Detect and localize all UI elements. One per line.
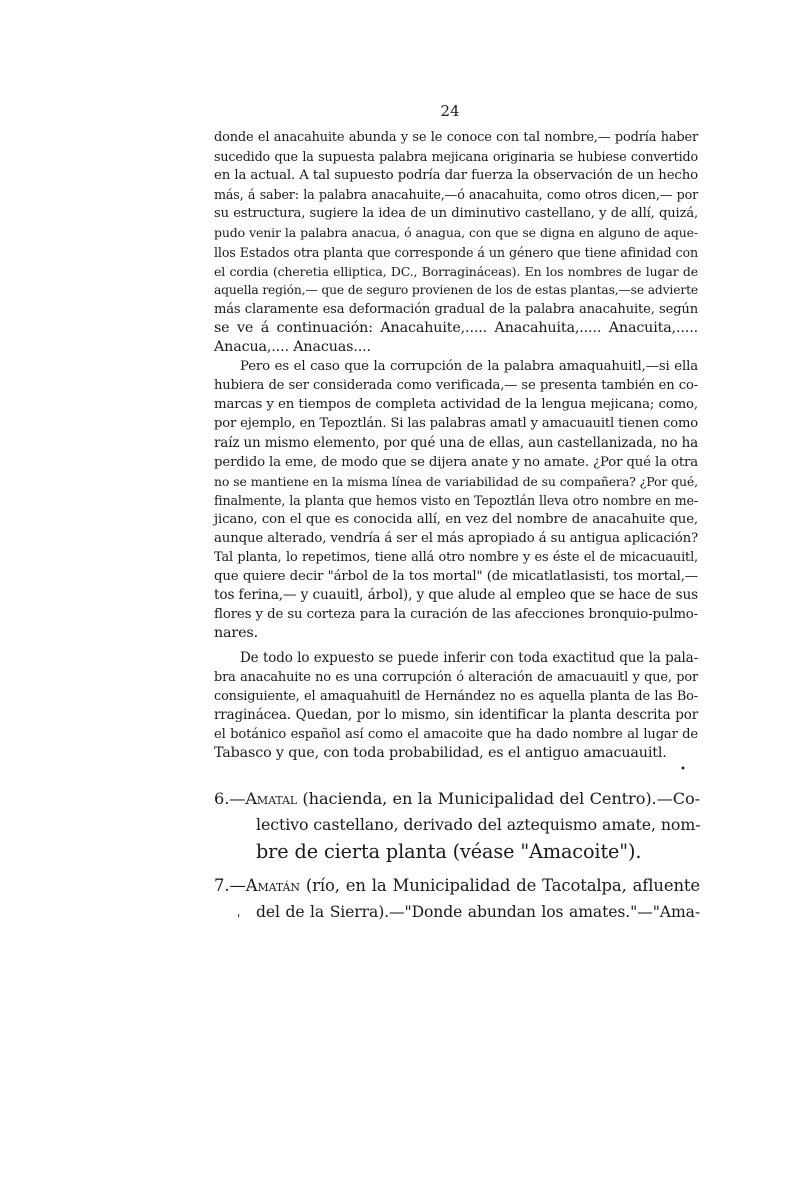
entry-line: lectivo castellano, derivado del aztequismo amate, nom- <box>256 815 701 835</box>
stray-dot-mark: • <box>680 764 686 775</box>
text-line: tos ferina,— y cuauitl, árbol), y que alude al empleo que se hace de sus <box>214 587 698 604</box>
text-line: más, á saber: la palabra anacahuite,—ó anacahuita, como otros dicen,— por <box>214 187 698 203</box>
text-line: finalmente, la planta que hemos visto en Tepoztlán lleva otro nombre en me- <box>214 492 698 508</box>
entry-line <box>214 786 700 812</box>
text-line: Pero es el caso que la corrupción de la palabra amaquahuitl,—si ella <box>240 359 698 375</box>
entry-text: (hacienda, en la Municipalidad del Centro).—Co- <box>297 789 700 808</box>
text-line: sucedido que la supuesta palabra mejicana originaria se hubiese convertido <box>214 149 698 165</box>
text-line: consiguiente, el amaquahuitl de Hernández no es aquella planta de las Bo- <box>214 688 698 704</box>
text-line: perdido la eme, de modo que se dijera anate y no amate. ¿Por qué la otra <box>214 454 698 470</box>
stray-tick-mark: ' <box>237 912 241 926</box>
dictionary-entry-6 <box>214 786 700 865</box>
text-line: flores y de su corteza para la curación de las afecciones bronquio-pulmo- <box>214 607 698 623</box>
body-text <box>214 128 698 763</box>
entry-line: del de la Sierra).—"Donde abundan los amates."—"Ama- <box>256 903 700 922</box>
entry-line: bre de cierta planta (véase "Amacoite"). <box>256 839 642 863</box>
text-line: su estructura, sugiere la idea de un diminutivo castellano, y de allí, quizá, <box>214 206 698 222</box>
text-line: nares. <box>214 625 259 642</box>
text-line: Tal planta, lo repetimos, tiene allá otro nombre y es éste el de micacuauitl, <box>214 550 698 566</box>
text-line: aquella región,— que de seguro provienen de los de estas plantas,—se advierte <box>214 282 698 297</box>
text-line: se ve á continuación: Anacahuite,..... Anacahuita,..... Anacuita,..... <box>214 319 698 336</box>
text-line: el cordia (cheretia elliptica, DC., Borragináceas). En los nombres de lugar de <box>214 263 698 279</box>
text-line: por ejemplo, en Tepoztlán. Si las palabras amatl y amacuauitl tienen como <box>214 416 698 432</box>
text-line: el botánico español así como el amacoite que ha dado nombre al lugar de <box>214 726 698 742</box>
page-number: 24 <box>440 102 460 120</box>
text-line: más claramente esa deformación gradual de la palabra anacahuite, según <box>214 301 698 317</box>
text-line: que quiere decir "árbol de la tos mortal" (de micatlatlasisti, tos mortal,— <box>214 569 698 585</box>
entry-number: 6.— <box>214 789 246 808</box>
text-line: llos Estados otra planta que corresponde á un género que tiene afinidad con <box>214 244 698 260</box>
text-line: pudo venir la palabra anacua, ó anagua, con que se digna en alguno de aque- <box>214 225 698 241</box>
dictionary-entry-7 <box>214 873 700 926</box>
text-line: Tabasco y que, con toda probabilidad, es el antiguo amacuauitl. <box>214 745 667 761</box>
text-line: raíz un mismo elemento, por qué una de ellas, aun castellanizada, no ha <box>214 434 699 451</box>
text-line: marcas y en tiempos de completa actividad de la lengua mejicana; como, <box>214 397 698 413</box>
entry-number: 7.— <box>214 876 246 895</box>
text-line: no se mantiene en la misma línea de variabilidad de su compañera? ¿Por qué, <box>214 473 698 489</box>
text-line: jicano, con el que es conocida allí, en vez del nombre de anacahuite que, <box>214 511 698 527</box>
entry-text: (río, en la Municipalidad de Tacotalpa, afluente <box>299 876 700 895</box>
text-line: hubiera de ser considerada como verificada,— se presenta también en co- <box>214 378 698 394</box>
text-line: rraginácea. Quedan, por lo mismo, sin identificar la planta descrita por <box>214 706 698 723</box>
entry-headword: Amatán <box>245 876 300 895</box>
text-line: en la actual. A tal supuesto podría dar fuerza la observación de un hecho <box>214 168 698 184</box>
entry-headword: Amatal <box>245 789 298 808</box>
text-line: Anacua,.... Anacuas.... <box>214 339 371 356</box>
text-line: donde el anacahuite abunda y se le conoce con tal nombre,— podría haber <box>214 130 698 145</box>
text-line: De todo lo expuesto se puede inferir con toda exactitud que la pala- <box>240 649 698 666</box>
entry-line <box>214 873 700 899</box>
text-line: bra anacahuite no es una corrupción ó alteración de amacuauitl y que, por <box>214 669 698 685</box>
text-line: aunque alterado, vendría á ser el más apropiado á su antigua aplicación? <box>214 530 698 546</box>
